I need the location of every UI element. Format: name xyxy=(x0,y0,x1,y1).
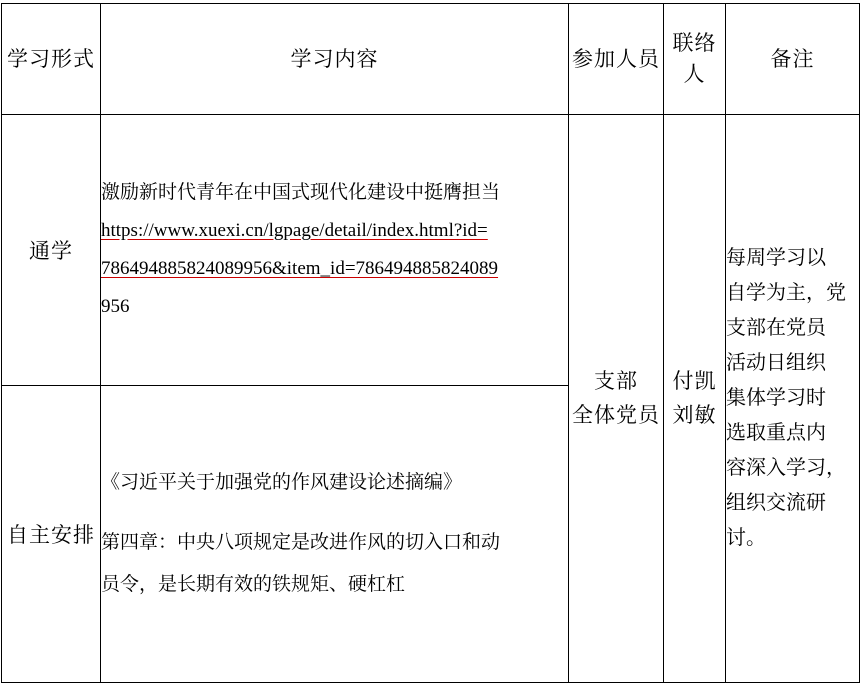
content-spacer xyxy=(101,504,568,522)
contact-name-1: 付凯 xyxy=(672,368,717,393)
table-row xyxy=(2,115,860,386)
column-header-participants: 参加人员 xyxy=(569,4,664,115)
content-url-line-2[interactable]: 786494885824089956&item_id=786494885824089 xyxy=(101,258,499,279)
content-url-line-1[interactable]: https://www.xuexi.cn/lgpage/detail/index.html?id= xyxy=(101,220,488,241)
remark-line: 自学为主，党 xyxy=(726,282,846,304)
cell-study-form-tongxue: 通学 xyxy=(2,115,101,386)
content-chapter-line-1: 第四章：中央八项规定是改进作风的切入口和动 xyxy=(101,532,501,554)
column-header-study-content: 学习内容 xyxy=(101,4,569,115)
column-header-remark: 备注 xyxy=(726,4,860,115)
cell-participants xyxy=(569,115,664,683)
remark-line: 每周学习以 xyxy=(726,247,826,269)
remark-line: 集体学习时 xyxy=(726,387,826,409)
study-plan-table xyxy=(1,3,860,683)
column-header-contact-person: 联络人 xyxy=(664,4,726,115)
content-url-line-3[interactable]: 956 xyxy=(101,296,130,317)
remark-line: 活动日组织 xyxy=(726,352,826,374)
column-header-study-form: 学习形式 xyxy=(2,4,101,115)
cell-study-form-zizhu: 自主安排 xyxy=(2,386,101,683)
content-title: 激励新时代青年在中国式现代化建设中挺膺担当 xyxy=(101,182,501,203)
remark-line: 选取重点内 xyxy=(726,422,826,444)
participants-line-2: 全体党员 xyxy=(572,402,660,427)
cell-remark xyxy=(726,115,860,683)
content-chapter-line-2: 员令，是长期有效的铁规矩、硬杠杠 xyxy=(101,573,406,595)
content-book-title: 《习近平关于加强党的作风建设论述摘编》 xyxy=(101,472,463,494)
remark-line: 支部在党员 xyxy=(726,317,826,339)
remark-line: 组织交流研 xyxy=(726,492,826,514)
cell-study-content-tongxue xyxy=(101,115,569,386)
cell-contact-person xyxy=(664,115,726,683)
remark-line: 容深入学习， xyxy=(726,457,846,479)
contact-name-2: 刘敏 xyxy=(672,402,717,427)
table-header-row xyxy=(2,4,860,115)
document-page xyxy=(0,3,861,685)
participants-line-1: 支部 xyxy=(594,368,638,393)
cell-study-content-zizhu xyxy=(101,386,569,683)
remark-line: 讨。 xyxy=(726,527,766,549)
